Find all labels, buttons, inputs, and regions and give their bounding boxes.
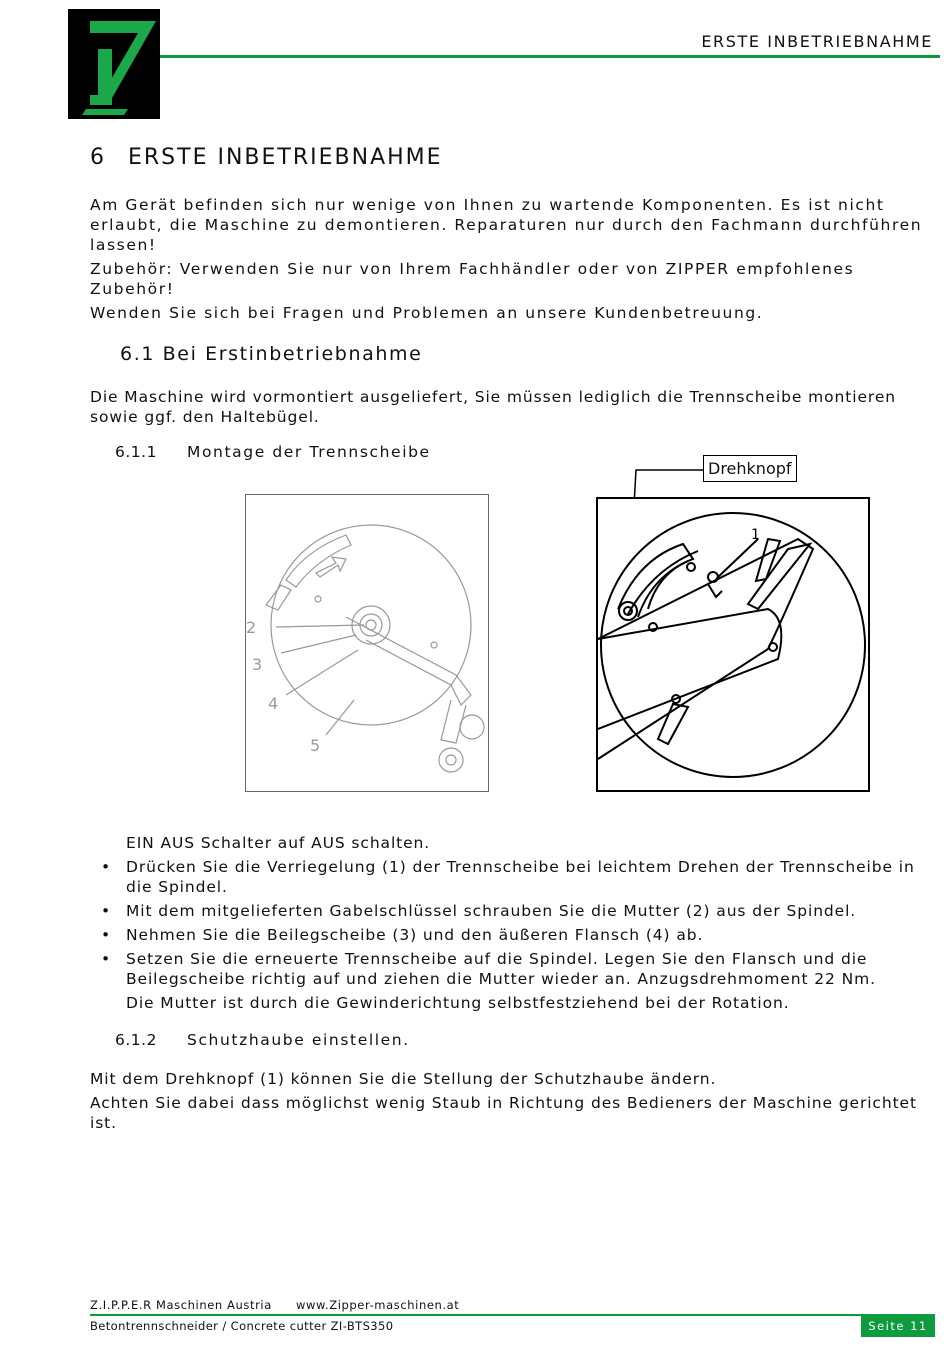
subsection-heading [120,343,422,365]
intro-paragraph-2: Zubehör: Verwenden Sie nur von Ihrem Fachhändler oder von ZIPPER empfohlenes Zubehör! [90,260,855,298]
step-3: Nehmen Sie die Beilegscheibe (3) und den äußeren Flansch (4) ab. [126,926,704,944]
drehknopf-callout: Drehknopf [703,455,797,482]
sub1-number: 6.1.1 [115,443,157,461]
list-item [90,949,925,989]
header-rule [160,55,940,58]
bullet-icon: • [101,926,112,944]
subsection-text: Die Maschine wird vormontiert ausgeliefert, Sie müssen lediglich die Trennscheibe montieren sowie ggf. den Haltebügel. [90,388,896,426]
sub2-number: 6.1.2 [115,1031,157,1049]
callout-2: 2 [246,618,257,637]
sub2-paragraph-1: Mit dem Drehknopf (1) können Sie die Stellung der Schutzhaube ändern. [90,1070,717,1088]
subsection-title: Bei Erstinbetriebnahme [162,343,423,365]
bullet-icon: • [101,950,112,968]
step-note: Die Mutter ist durch die Gewinderichtung selbstfestziehend bei der Rotation. [126,994,790,1012]
footer-website[interactable]: www.Zipper-maschinen.at [296,1298,460,1312]
sub2-paragraph-2: Achten Sie dabei dass möglichst wenig Staub in Richtung des Bedieners der Maschine gerichtet ist. [90,1094,917,1132]
callout-1: 1 [751,527,760,543]
zipper-logo [68,9,160,119]
list-item [90,901,925,921]
callout-3: 3 [252,655,263,674]
sub1-title: Montage der Trennscheibe [187,443,431,461]
step-1: Drücken Sie die Verriegelung (1) der Trennscheibe bei leichtem Drehen der Trennscheibe in die Spindel. [126,858,915,896]
section-heading [90,145,443,170]
subsection-number: 6.1 [120,343,156,365]
callout-5: 5 [310,736,321,755]
step-4: Setzen Sie die erneuerte Trennscheibe auf die Spindel. Legen Sie den Flansch und die Beilegscheibe richtig auf und ziehen die Mutter wieder an. Anzugsdrehmoment 22 Nm. [126,950,876,988]
steps-list [90,833,925,1017]
cutter-blade-figure [245,494,489,792]
footer-product: Betontrennschneider / Concrete cutter ZI-BTS350 [90,1319,394,1333]
sub1-heading [115,443,431,461]
guard-adjust-figure [596,497,870,792]
intro-paragraph-1: Am Gerät befinden sich nur wenige von Ihnen zu wartende Komponenten. Es ist nicht erlaubt, die Maschine zu demontieren. Reparaturen nur durch den Fachmann durchführen lassen! [90,196,923,254]
list-item [90,857,925,897]
list-item [90,925,925,945]
step-intro: EIN AUS Schalter auf AUS schalten. [126,834,431,852]
bullet-icon: • [101,858,112,876]
section-title: ERSTE INBETRIEBNAHME [128,145,443,170]
footer-company: Z.I.P.P.E.R Maschinen Austria [90,1298,272,1312]
intro-paragraph-3: Wenden Sie sich bei Fragen und Problemen an unsere Kundenbetreuung. [90,304,764,322]
sub2-title: Schutzhaube einstellen. [187,1031,410,1049]
section-number: 6 [90,145,106,170]
step-2: Mit dem mitgelieferten Gabelschlüssel schrauben Sie die Mutter (2) aus der Spindel. [126,902,857,920]
footer-rule [90,1314,935,1316]
list-item [90,993,925,1013]
list-item [90,833,925,853]
bullet-icon: • [101,902,112,920]
callout-4: 4 [268,694,279,713]
page-number-badge: Seite 11 [861,1316,935,1337]
sub2-heading [115,1031,410,1049]
header-title: ERSTE INBETRIEBNAHME [701,32,933,51]
